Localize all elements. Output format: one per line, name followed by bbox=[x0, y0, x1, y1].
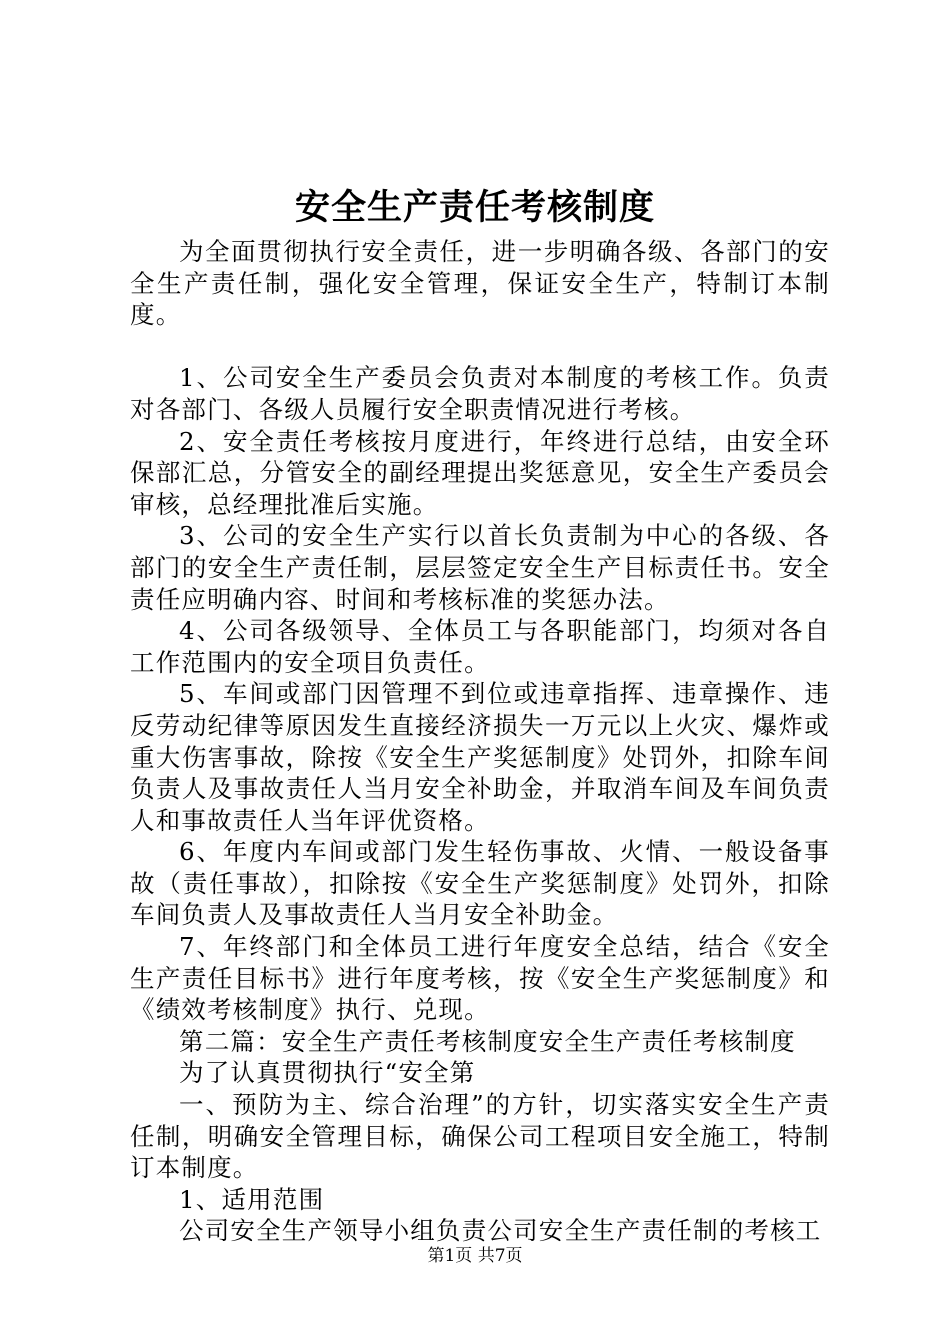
paragraph-item-2: 2、安全责任考核按月度进行，年终进行总结，由安全环保部汇总，分管安全的副经理提出奖惩意见，安全生产委员会审核，总经理批准后实施。 bbox=[130, 426, 830, 519]
paragraph-intro: 为全面贯彻执行安全责任，进一步明确各级、各部门的安全生产责任制，强化安全管理，保证安全生产，特制订本制度。 bbox=[130, 237, 830, 330]
paragraph-item-6: 6、年度内车间或部门发生轻伤事故、火情、一般设备事故（责任事故），扣除按《安全生产奖惩制度》处罚外，扣除车间负责人及事故责任人当月安全补助金。 bbox=[130, 837, 830, 930]
paragraph-scope-text: 公司安全生产领导小组负责公司安全生产责任制的考核工 bbox=[179, 1216, 822, 1246]
paragraph-item-7: 7、年终部门和全体员工进行年度安全总结，结合《安全生产责任目标书》进行年度考核，按《安全生产奖惩制度》和《绩效考核制度》执行、兑现。 bbox=[130, 932, 830, 1025]
paragraph-part-two-principle: 一、预防为主、综合治理”的方针，切实落实安全生产责任制，明确安全管理目标，确保公司工程项目安全施工，特制订本制度。 bbox=[130, 1090, 830, 1183]
document-body bbox=[130, 236, 830, 1247]
paragraph-item-3: 3、公司的安全生产实行以首长负责制为中心的各级、各部门的安全生产责任制，层层签定安全生产目标责任书。安全责任应明确内容、时间和考核标准的奖惩办法。 bbox=[130, 521, 830, 614]
paragraph-part-two-intro: 为了认真贯彻执行“安全第 bbox=[179, 1058, 476, 1088]
paragraph-item-4: 4、公司各级领导、全体员工与各职能部门，均须对各自工作范围内的安全项目负责任。 bbox=[130, 616, 830, 677]
section-heading-part-two: 第二篇：安全生产责任考核制度安全生产责任考核制度 bbox=[179, 1026, 796, 1056]
document-title: 安全生产责任考核制度 bbox=[294, 187, 655, 228]
paragraph-item-5: 5、车间或部门因管理不到位或违章指挥、违章操作、违反劳动纪律等原因发生直接经济损失一万元以上火灾、爆炸或重大伤害事故，除按《安全生产奖惩制度》处罚外，扣除车间负责人及事故责任人当月安全补助金，并取消车间及车间负责人和事故责任人当年评优资格。 bbox=[130, 679, 830, 835]
paragraph-scope-heading: 1、适用范围 bbox=[179, 1184, 325, 1214]
paragraph-item-1: 1、公司安全生产委员会负责对本制度的考核工作。负责对各部门、各级人员履行安全职责情况进行考核。 bbox=[130, 363, 830, 424]
page-number-footer: 第1页 共7页 bbox=[427, 1246, 523, 1266]
